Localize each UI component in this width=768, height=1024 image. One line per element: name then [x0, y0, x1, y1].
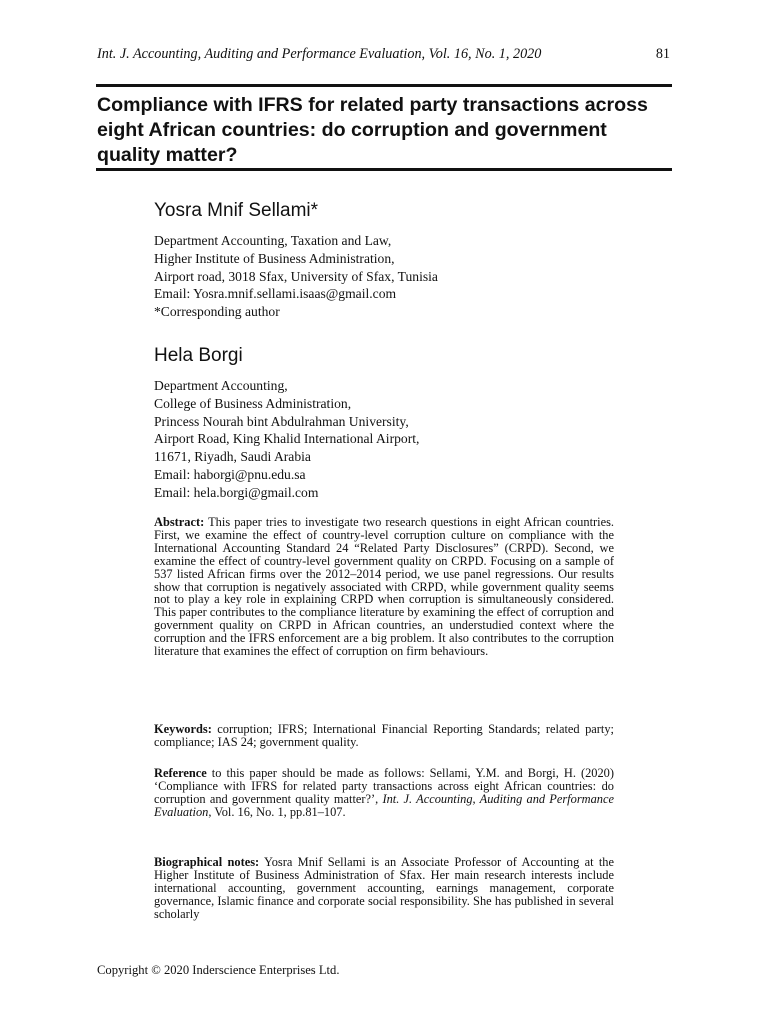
copyright-footer: Copyright © 2020 Inderscience Enterprises Ltd. — [97, 963, 340, 977]
bio-label: Biographical notes: — [154, 855, 260, 869]
reference-volume: , Vol. 16, No. 1, pp.81–107. — [208, 804, 346, 819]
title-bottom-rule — [96, 168, 672, 171]
affiliation-line: Airport Road, King Khalid International Airport, — [154, 431, 420, 447]
page-number: 81 — [655, 46, 670, 62]
title-top-rule — [96, 84, 672, 87]
running-header — [97, 46, 672, 66]
reference-text: to this paper should be made as follows: Sellami, Y.M. and Borgi, H. (2020) ‘Compliance with IFRS for related party transactions across eight African countries: do corruption and government quality matter?’, — [154, 766, 614, 806]
abstract — [154, 516, 614, 658]
affiliation-line: Higher Institute of Business Administration, — [154, 250, 395, 266]
affiliation-line: Princess Nourah bint Abdulrahman University, — [154, 413, 409, 429]
author-name-2: Hela Borgi — [154, 345, 243, 366]
bio-text: Yosra Mnif Sellami is an Associate Professor of Accounting at the Higher Institute of Business Administration of Sfax. Her main research interests include international accounting, government accounting, earnings management, corporate governance, Islamic finance and corporate social responsibility. She has published in several scholarly — [154, 855, 614, 921]
author-email: Email: hela.borgi@gmail.com — [154, 484, 319, 500]
author-affiliation-2 — [154, 377, 624, 502]
author-email: Email: haborgi@pnu.edu.sa — [154, 466, 306, 482]
journal-citation: Int. J. Accounting, Auditing and Performance Evaluation, Vol. 16, No. 1, 2020 — [97, 46, 542, 62]
author-name-1: Yosra Mnif Sellami* — [154, 200, 319, 221]
author-affiliation-1 — [154, 232, 624, 321]
abstract-text: This paper tries to investigate two research questions in eight African countries. First, we examine the effect of country-level corruption culture on compliance with the International Accounting Standard 24 “Related Party Disclosures” (CRPD). Second, we examine the effect of country-level government quality on CRPD. Focusing on a sample of 537 listed African firms over the 2012–2014 period, we use panel regressions. Our results show that corruption is negatively associated with CRPD, while government quality seems not to play a key role in explaining CRPD when corruption is simultaneously considered. This paper contributes to the compliance literature by examining the effect of corruption and government quality on CRPD in African countries, an understudied context where the corruption and the IFRS enforcement are a big problem. It also contributes to the corruption literature that examines the effect of corruption on firm behaviours. — [154, 515, 615, 659]
reference-label: Reference — [154, 766, 207, 780]
keywords — [154, 723, 614, 749]
keywords-text: corruption; IFRS; International Financial Reporting Standards; related party; compliance; IAS 24; government quality. — [154, 722, 614, 749]
reference — [154, 767, 614, 819]
biographical-notes — [154, 856, 614, 921]
affiliation-line: 11671, Riyadh, Saudi Arabia — [154, 449, 311, 465]
paper-title: Compliance with IFRS for related party transactions across eight African countries: do corruption and government quality matter? — [97, 94, 648, 166]
affiliation-line: Department Accounting, Taxation and Law, — [154, 233, 392, 248]
affiliation-line: Department Accounting, — [154, 378, 288, 393]
reference-journal: Int. J. Accounting, Auditing and Performance Evaluation — [154, 791, 614, 819]
affiliation-line: College of Business Administration, — [154, 395, 352, 411]
affiliation-line: Airport road, 3018 Sfax, University of Sfax, Tunisia — [154, 268, 438, 284]
author-email: Email: Yosra.mnif.sellami.isaas@gmail.com — [154, 286, 397, 302]
abstract-label: Abstract: — [154, 515, 205, 529]
corresponding-author-note: *Corresponding author — [154, 304, 280, 320]
keywords-label: Keywords: — [154, 722, 212, 736]
